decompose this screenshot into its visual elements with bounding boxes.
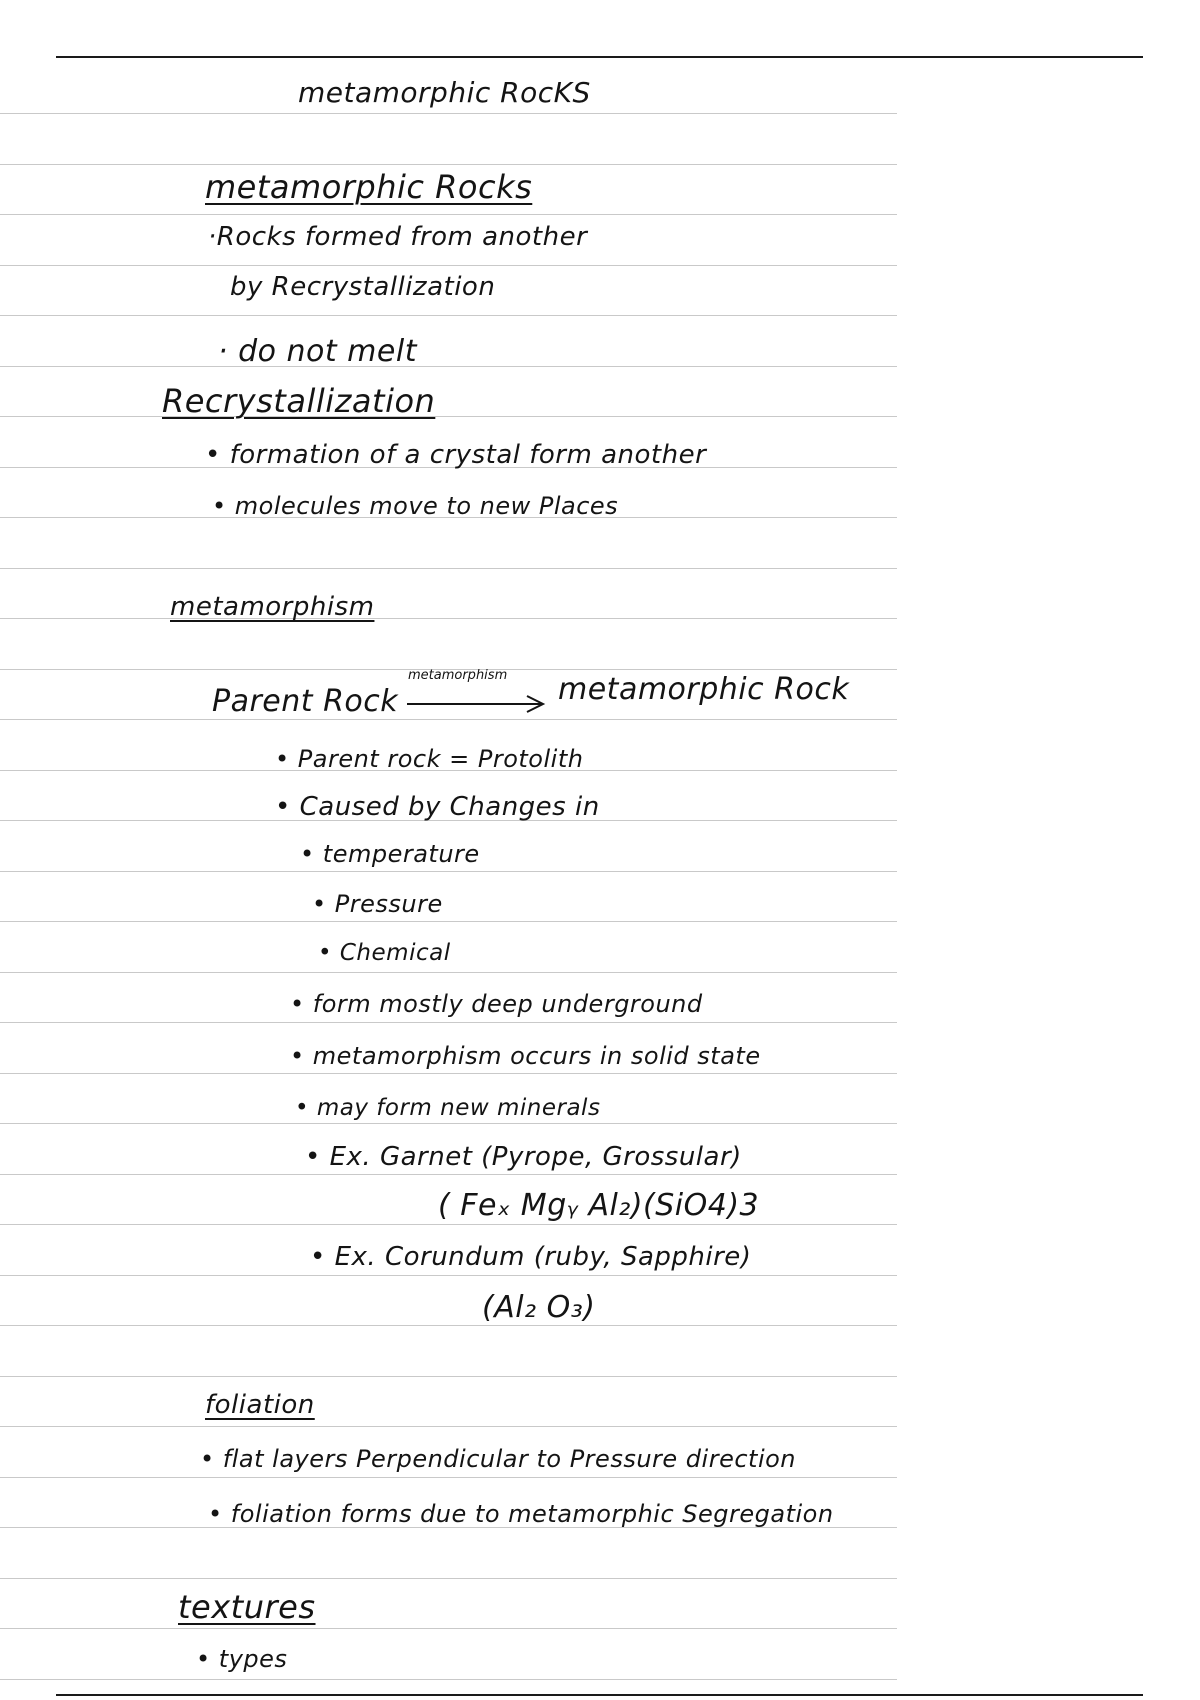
heading-textures: textures [178,1588,316,1626]
heading-metamorphism: metamorphism [170,592,375,622]
ruled-line [0,265,897,266]
ruled-line [0,1325,897,1326]
corundum-formula: (Al₂ O₃) [482,1290,596,1325]
heading-metamorphic-rocks: metamorphic Rocks [205,168,533,206]
heading-recrystallization: Recrystallization [162,382,436,420]
example-garnet: • Ex. Garnet (Pyrope, Grossular) [305,1142,742,1172]
bullet-caused-by: • Caused by Changes in [275,792,600,822]
bullet-metamorphic-segregation: • foliation forms due to metamorphic Segregation [208,1500,834,1528]
ruled-line [0,1123,897,1124]
ruled-line [0,871,897,872]
sub-temperature: • temperature [300,840,480,868]
bullet-do-not-melt: · do not melt [218,334,417,369]
parent-rock-label: Parent Rock [212,684,399,719]
ruled-line [0,568,897,569]
ruled-line [0,1022,897,1023]
ruled-line [0,1275,897,1276]
ruled-line [0,1679,897,1680]
ruled-line [0,972,897,973]
ruled-line [0,315,897,316]
metamorphic-rock-label: metamorphic Rock [558,672,850,707]
bullet-rocks-formed-cont: by Recrystallization [230,272,496,302]
ruled-line [0,1578,897,1579]
ruled-line [0,1477,897,1478]
bullet-new-minerals: • may form new minerals [295,1095,601,1121]
garnet-formula: ( Feₓ Mgᵧ Al₂)(SiO4)3 [438,1188,760,1223]
ruled-line [0,113,897,114]
ruled-line [0,1174,897,1175]
ruled-line [0,1224,897,1225]
ruled-line [0,1073,897,1074]
ruled-line [0,164,897,165]
bullet-deep-underground: • form mostly deep underground [290,990,703,1018]
ruled-line [0,214,897,215]
bullet-rocks-formed: ·Rocks formed from another [208,222,588,252]
ruled-line [0,1426,897,1427]
ruled-line [0,618,897,619]
ruled-line [0,1376,897,1377]
process-arrow-icon [405,680,547,716]
sub-pressure: • Pressure [312,890,443,918]
bullet-solid-state: • metamorphism occurs in solid state [290,1042,761,1070]
example-corundum: • Ex. Corundum (ruby, Sapphire) [310,1242,752,1272]
arrow-label-metamorphism: metamorphism [408,668,508,683]
ruled-line [0,416,897,417]
sub-chemical: • Chemical [318,940,451,966]
bullet-flat-layers: • flat layers Perpendicular to Pressure direction [200,1445,796,1473]
bullet-protolith: • Parent rock = Protolith [275,745,584,773]
ruled-line [0,1628,897,1629]
bottom-margin-rule [56,1694,1143,1696]
ruled-line [0,719,897,720]
page-title: metamorphic RocKS [298,76,591,109]
bullet-types: • types [196,1645,288,1673]
ruled-line [0,366,897,367]
bullet-molecules-move: • molecules move to new Places [212,492,619,520]
ruled-line [0,921,897,922]
heading-foliation: foliation [205,1390,315,1420]
bullet-formation-crystal: • formation of a crystal form another [205,440,707,470]
